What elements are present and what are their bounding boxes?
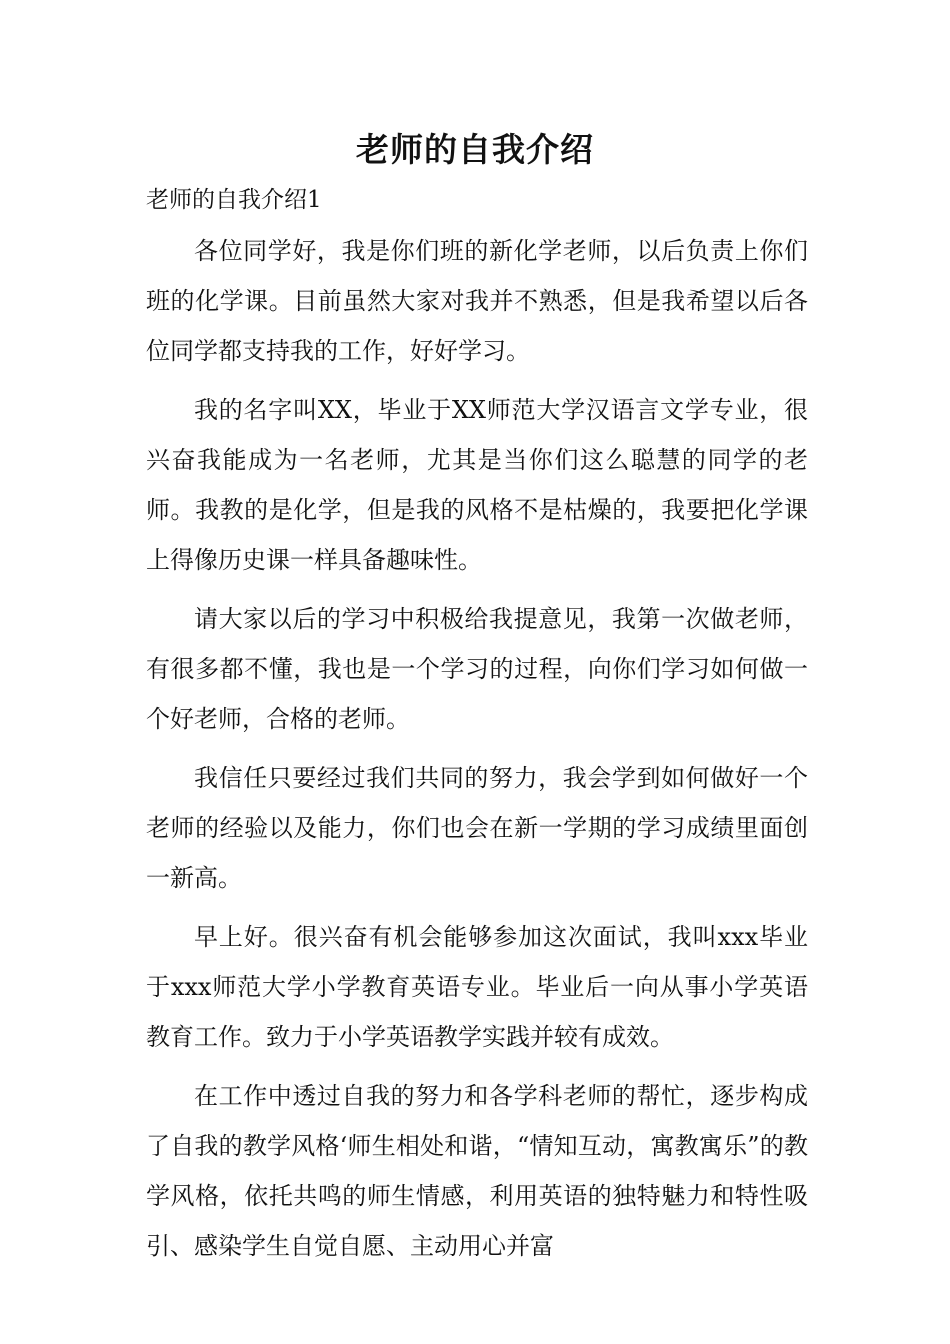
paragraph: 早上好。很兴奋有机会能够参加这次面试，我叫xxx毕业于xxx师范大学小学教育英语专业。毕业后一向从事小学英语教育工作。致力于小学英语教学实践并较有成效。 bbox=[146, 923, 808, 1051]
section-heading: 老师的自我介绍1 bbox=[146, 187, 322, 213]
document-body bbox=[146, 226, 808, 1280]
paragraph: 各位同学好，我是你们班的新化学老师，以后负责上你们班的化学课。目前虽然大家对我并不熟悉，但是我希望以后各位同学都支持我的工作，好好学习。 bbox=[146, 237, 808, 365]
paragraph: 请大家以后的学习中积极给我提意见，我第一次做老师，有很多都不懂，我也是一个学习的过程，向你们学习如何做一个好老师，合格的老师。 bbox=[146, 605, 808, 733]
paragraph: 在工作中透过自我的努力和各学科老师的帮忙，逐步构成了自我的教学风格‘师生相处和谐，“情知互动，寓教寓乐”的教学风格，依托共鸣的师生情感，利用英语的独特魅力和特性吸引、感染学生自觉自愿、主动用心并富 bbox=[146, 1082, 808, 1260]
document-title: 老师的自我介绍 bbox=[356, 130, 594, 169]
paragraph: 我信任只要经过我们共同的努力，我会学到如何做好一个老师的经验以及能力，你们也会在新一学期的学习成绩里面创一新高。 bbox=[146, 764, 808, 892]
paragraph: 我的名字叫XX，毕业于XX师范大学汉语言文学专业，很兴奋我能成为一名老师，尤其是当你们这么聪慧的同学的老师。我教的是化学，但是我的风格不是枯燥的，我要把化学课上得像历史课一样具备趣味性。 bbox=[146, 396, 808, 574]
